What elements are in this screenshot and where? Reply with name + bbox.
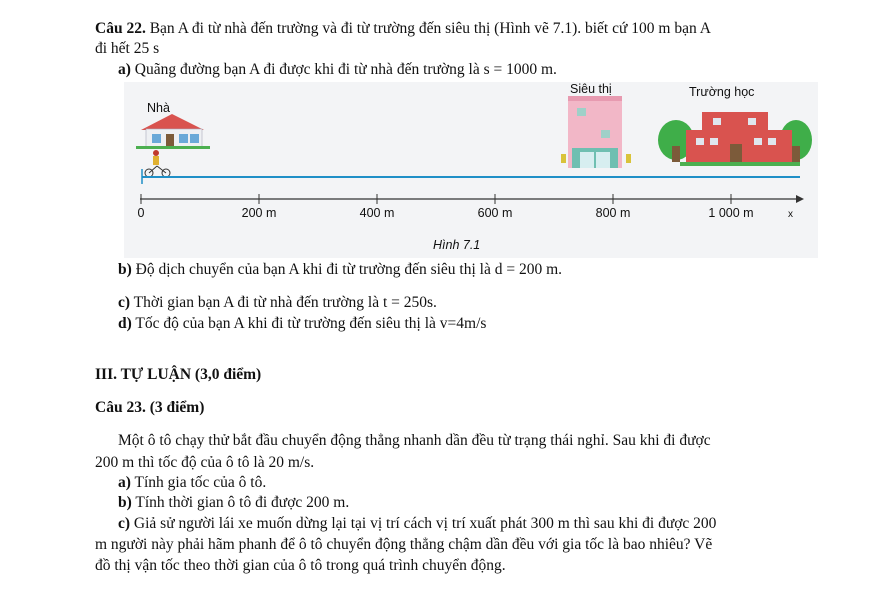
axis-tick-label: 200 m <box>241 206 277 220</box>
figure-caption: Hình 7.1 <box>433 238 481 252</box>
q23-a <box>118 474 266 492</box>
q23-intro2: 200 m thì tốc độ của ô tô là 20 m/s. <box>95 454 315 471</box>
q22-a-label: a) <box>118 61 131 78</box>
axis-ticks <box>138 194 754 220</box>
supermarket-icon <box>561 96 631 168</box>
q22-b <box>118 261 562 279</box>
q22-c <box>118 294 437 312</box>
label-home: Nhà <box>147 101 170 115</box>
label-market: Siêu thị <box>570 82 612 96</box>
cyclist-icon <box>145 150 170 177</box>
section-title: III. TỰ LUẬN (3,0 điểm) <box>95 366 262 383</box>
figure-7-1 <box>124 82 818 258</box>
q23-c-text3: đồ thị vận tốc theo thời gian của ô tô trong quá trình chuyển động. <box>95 557 506 574</box>
q22-b-text: Độ dịch chuyển của bạn A khi đi từ trường đến siêu thị là d = 200 m. <box>135 261 563 278</box>
q23-title: Câu 23. (3 điểm) <box>95 399 205 416</box>
axis-tick-label: 400 m <box>359 206 395 220</box>
axis-var-label: x <box>788 209 793 220</box>
q22-text1: Bạn A đi từ nhà đến trường và đi từ trường đến siêu thị (Hình vẽ 7.1). biết cứ 100 m bạn A <box>149 20 711 37</box>
q23-b <box>118 494 349 512</box>
figure-svg <box>124 82 818 258</box>
label-school: Trường học <box>689 85 755 99</box>
q22-c-label: c) <box>118 294 131 311</box>
house-icon <box>136 114 210 149</box>
axis-tick-label: 0 <box>137 206 145 220</box>
q22-d <box>118 315 486 333</box>
q23-c-label: c) <box>118 515 131 532</box>
axis-arrow <box>796 195 804 203</box>
school-icon <box>658 112 812 166</box>
q23-b-label: b) <box>118 494 132 511</box>
q22-label: Câu 22. <box>95 20 146 37</box>
q23-c <box>118 515 716 533</box>
q23-a-label: a) <box>118 474 131 491</box>
q23-c-text1: Giả sử người lái xe muốn dừng lại tại vị trí cách vị trí xuất phát 300 m thì sau khi đi được 200 <box>133 515 717 532</box>
q22-d-label: d) <box>118 315 132 332</box>
q22-c-text: Thời gian bạn A đi từ nhà đến trường là t = 250s. <box>133 294 437 311</box>
q22-text2: đi hết 25 s <box>95 40 160 57</box>
q22-b-label: b) <box>118 261 132 278</box>
q23-intro1: Một ô tô chạy thử bắt đầu chuyển động thẳng nhanh dần đều từ trạng thái nghỉ. Sau khi đi được <box>118 432 711 449</box>
q22-a-text: Quãng đường bạn A đi được khi đi từ nhà đến trường là s = 1000 m. <box>134 61 557 78</box>
axis-tick-label: 600 m <box>477 206 513 220</box>
axis-tick-label: 1 000 m <box>708 206 754 220</box>
q22-d-text: Tốc độ của bạn A khi đi từ trường đến siêu thị là v=4m/s <box>135 315 487 332</box>
q23-b-text: Tính thời gian ô tô đi được 200 m. <box>135 494 350 511</box>
q23-c-text2: m người này phải hãm phanh để ô tô chuyển động thẳng chậm dần đều với gia tốc là bao nhiêu? Vẽ <box>95 536 713 553</box>
q22-line1 <box>95 20 711 38</box>
q22-a <box>118 61 557 79</box>
q23-a-text: Tính gia tốc của ô tô. <box>134 474 267 491</box>
axis-tick-label: 800 m <box>595 206 631 220</box>
